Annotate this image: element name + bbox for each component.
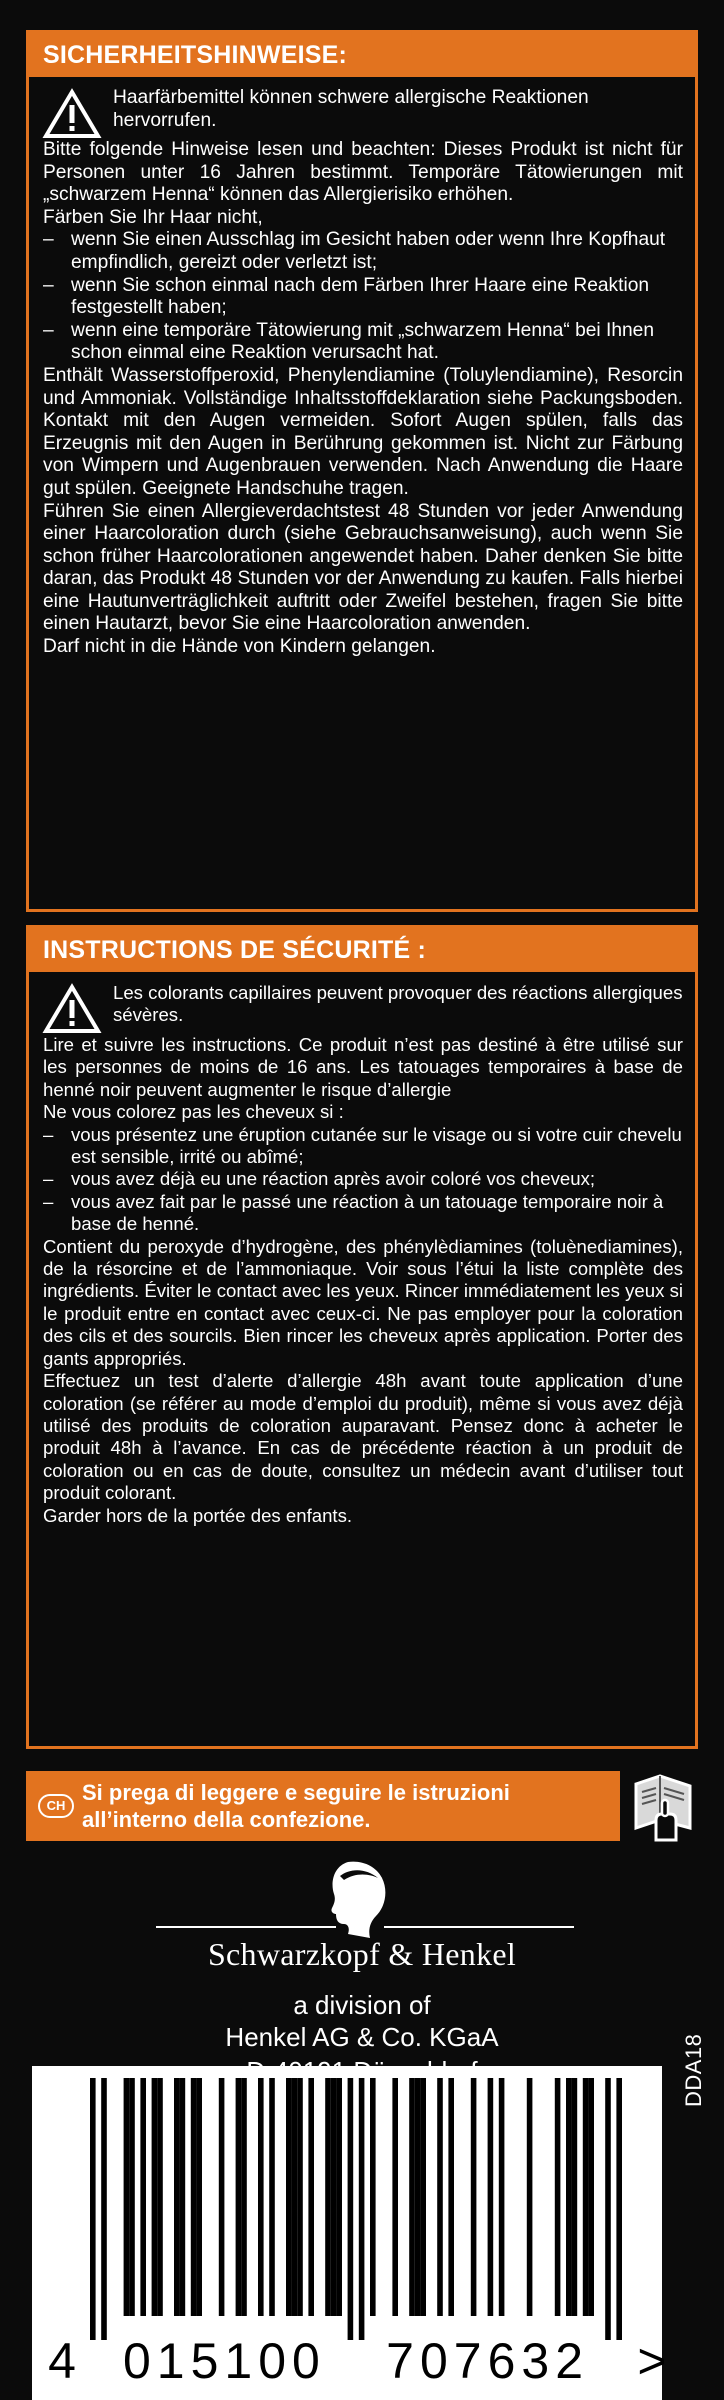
barcode-bar	[448, 2078, 454, 2316]
barcode-bar	[499, 2078, 505, 2316]
barcode-bar	[180, 2078, 186, 2316]
french-condition: – vous avez déjà eu une réaction après avoir coloré vos cheveux;	[43, 1168, 596, 1190]
barcode-bar	[566, 2078, 572, 2316]
german-heading: SICHERHEITSHINWEISE:	[29, 33, 695, 77]
warning-triangle-icon	[43, 984, 101, 1034]
german-children-warning: Darf nicht in die Hände von Kindern gelangen.	[43, 636, 436, 658]
barcode-bar	[588, 2078, 594, 2316]
italian-notice-text	[82, 1779, 510, 1833]
german-condition: – wenn Sie schon einmal nach dem Färben Ihrer Haare eine Reaktion festgestellt haben;	[43, 274, 650, 319]
french-safety-panel	[26, 925, 698, 1749]
french-warning-text: Les colorants capillaires peuvent provoquer des réactions allergiques sévères.	[113, 982, 683, 1026]
german-condition: – wenn eine temporäre Tätowierung mit „schwarzem Henna“ bei Ihnen schon einmal eine Reaktion verursacht hat.	[43, 319, 655, 364]
warning-triangle-icon	[43, 89, 101, 139]
barcode-bar	[286, 2078, 292, 2316]
barcode-digit-group: 4	[48, 2333, 76, 2389]
barcode-bar	[292, 2078, 298, 2316]
barcode-bar	[236, 2078, 242, 2316]
french-heading: INSTRUCTIONS DE SÉCURITÉ :	[29, 928, 695, 972]
italian-line-1: Si prega di leggere e seguire le istruzioni	[82, 1780, 510, 1805]
german-safety-panel	[26, 30, 698, 912]
barcode-bar	[409, 2078, 415, 2316]
barcode-bar	[191, 2078, 197, 2316]
barcode-bar	[325, 2078, 331, 2316]
barcode-bar	[269, 2078, 275, 2316]
french-body	[29, 972, 695, 1527]
french-children-warning: Garder hors de la portée des enfants.	[43, 1504, 353, 1526]
barcode-bar	[488, 2078, 494, 2316]
barcode-bar	[420, 2078, 426, 2316]
side-code: DDA18	[681, 2033, 706, 2107]
barcode-bar	[308, 2078, 314, 2316]
barcode	[32, 2066, 667, 2400]
company-name: Henkel AG & Co. KGaA	[225, 2022, 499, 2052]
barcode-bar	[129, 2078, 135, 2316]
barcode-bar	[336, 2078, 342, 2316]
barcode-bar	[124, 2078, 130, 2316]
barcode-digit-group: 015100	[122, 2333, 326, 2389]
barcode-bar	[583, 2078, 589, 2316]
french-allergy-test: Effectuez un test d’alerte d’allergie 48h avant toute application d’une coloration (se référer au mode d’emploi du produit), même si vous avez déjà utilisé des produits de coloration auparavant. Pensez donc à acheter le produit 48h à l’avance. En cas de précédente réaction à un produit de coloration ou en cas de doute, consultez un médecin avant d’utiliser tout produit colorant.	[43, 1370, 683, 1504]
german-intro: Bitte folgende Hinweise lesen und beachten: Dieses Produkt ist nicht für Personen unter 16 Jahren bestimmt. Temporäre Tätowierungen mit „schwarzem Henna“ können das Allergierisiko erhöhen.	[43, 139, 683, 206]
barcode-bar	[157, 2078, 163, 2316]
barcode-bar	[152, 2078, 158, 2316]
german-ingredients: Enthält Wasserstoffperoxid, Phenylendiamine (Toluylendiamine), Resorcin und Ammoniak. Vollständige Inhaltsstoffdeklaration siehe Packungsboden. Kontakt mit den Augen vermeiden. Sofort Augen spülen, falls das Erzeugnis mit den Augen in Berührung gekommen ist. Nicht zur Färbung von Wimpern und Augenbrauen verwenden. Nach Anwendung die Haare gut spülen. Geeignete Handschuhe tragen.	[43, 364, 683, 499]
barcode-bar	[219, 2078, 225, 2316]
barcode-bar	[471, 2078, 477, 2316]
barcode-bar	[196, 2078, 202, 2316]
barcode-digit-group: 707632	[386, 2333, 590, 2389]
instruction-booklet-icon	[626, 1770, 700, 1842]
brand-name: Schwarzkopf & Henkel	[207, 1936, 517, 1972]
french-condition: – vous présentez une éruption cutanée sur le visage ou si votre cuir chevelu est sensible, irrité ou abîmé;	[43, 1123, 682, 1168]
barcode-bar	[90, 2078, 96, 2340]
barcode-bar	[241, 2078, 247, 2316]
german-warning-text: Haarfärbemittel können schwere allergische Reaktionen hervorrufen.	[113, 87, 589, 131]
french-lead: Ne vous colorez pas les cheveux si :	[43, 1101, 344, 1123]
barcode-bar	[174, 2078, 180, 2316]
german-lead: Färben Sie Ihr Haar nicht,	[43, 206, 263, 228]
barcode-bar	[616, 2078, 622, 2340]
german-condition: – wenn Sie einen Ausschlag im Gesicht haben oder wenn Ihre Kopfhaut empfindlich, gereizt oder verletzt ist;	[43, 229, 666, 273]
french-intro: Lire et suivre les instructions. Ce produit n’est pas destiné à être utilisé sur les personnes de moins de 16 ans. Les tatouages temporaires à base de henné noir peuvent augmenter le risque d’allergie	[43, 1034, 683, 1100]
brand-rule-right	[384, 1926, 574, 1928]
barcode-bar	[331, 2078, 337, 2316]
german-warning-row	[43, 87, 683, 139]
german-allergy-test: Führen Sie einen Allergieverdachtstest 48 Stunden vor jeder Anwendung einer Haarcoloration durch (siehe Gebrauchsanweisung), auch wenn Sie schon früher Haarcolorationen angewendet haben. Daher denken Sie bitte daran, das Produkt 48 Stunden vor der Anwendung zu kaufen. Falls hierbei eine Hautunverträglichkeit auftritt oder Zweifel bestehen, fragen Sie bitte einen Hautarzt, bevor Sie eine Haarcoloration anwenden.	[43, 500, 683, 635]
barcode-bar	[370, 2078, 376, 2316]
profile-head-icon	[326, 1860, 390, 1942]
barcode-bar	[359, 2078, 365, 2340]
barcode-bar	[572, 2078, 578, 2316]
barcode-bar	[101, 2078, 107, 2340]
country-code-badge: CH	[38, 1794, 74, 1818]
barcode-bar	[348, 2078, 354, 2340]
french-warning-row	[43, 982, 683, 1034]
barcode-bar	[140, 2078, 146, 2316]
barcode-bar	[555, 2078, 561, 2316]
brand-rule-left	[156, 1926, 336, 1928]
italian-notice-bar	[26, 1771, 620, 1841]
barcode-bar	[527, 2078, 533, 2316]
division-text: a division of	[293, 1990, 431, 2020]
barcode-bar	[297, 2078, 303, 2316]
barcode-digit-group: >	[637, 2333, 667, 2389]
french-condition: – vous avez fait par le passé une réaction à un tatouage temporaire noir à base de henné.	[43, 1190, 664, 1235]
barcode-graphic	[32, 2066, 667, 2400]
barcode-bar	[437, 2078, 443, 2316]
barcode-bar	[392, 2078, 398, 2316]
italian-line-2: all’interno della confezione.	[82, 1807, 371, 1832]
barcode-bar	[258, 2078, 264, 2316]
barcode-bar	[605, 2078, 611, 2340]
french-ingredients: Contient du peroxyde d’hydrogène, des phénylèdiamines (toluènediamines), de la résorcine et de l’ammoniaque. Voir sous l’étui la liste complète des ingrédients. Éviter le contact avec les yeux. Rincer immédiatement les yeux si le produit entre en contact avec ceux-ci. Ne pas employer pour la coloration des cils et des sourcils. Bien rincer les cheveux après application. Porter des gants appropriés.	[43, 1235, 683, 1369]
german-body	[29, 77, 695, 659]
barcode-bar	[415, 2078, 421, 2316]
